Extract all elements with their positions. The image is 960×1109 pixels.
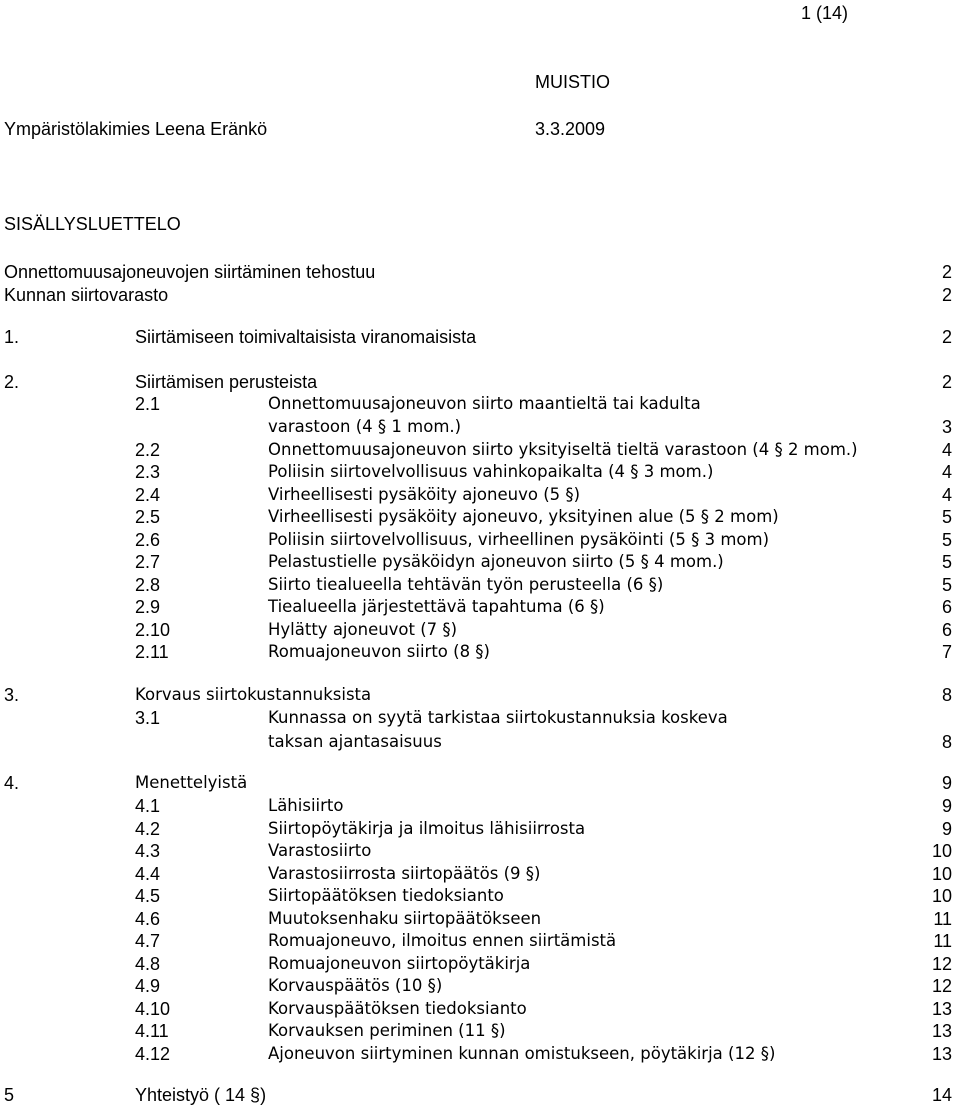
- toc-section-number: 3.: [4, 685, 20, 705]
- toc-subsection-number: 4.8: [135, 954, 161, 974]
- toc-subsection-title: Lähisiirto: [268, 796, 344, 815]
- toc-subsection-page: 4: [941, 462, 952, 482]
- toc-subsection-title-cont: varastoon (4 § 1 mom.): [268, 417, 462, 436]
- toc-subsection-number: 4.4: [135, 864, 161, 884]
- toc-subsection-number: 4.3: [135, 841, 161, 861]
- toc-subsection-page: 12: [931, 976, 952, 996]
- toc-subsection-number: 4.1: [135, 796, 161, 816]
- toc-subsection-title: Hylätty ajoneuvot (7 §): [268, 620, 458, 639]
- toc-section-number: 1.: [4, 327, 20, 347]
- toc-subsection-page: 10: [931, 886, 952, 906]
- toc-subsection-page: 10: [931, 864, 952, 884]
- toc-section-page: 8: [941, 685, 952, 705]
- toc-subsection-title: Romuajoneuvon siirtopöytäkirja: [268, 954, 531, 973]
- toc-section-title: Menettelyistä: [135, 773, 248, 792]
- toc-subsection-title: Tiealueella järjestettävä tapahtuma (6 §): [268, 597, 605, 616]
- toc-subsection-title: Siirtopäätöksen tiedoksianto: [268, 886, 504, 905]
- toc-subsection-page: 9: [941, 796, 952, 816]
- toc-subsection-page: 8: [941, 732, 952, 752]
- toc-subsection-page: 5: [941, 575, 952, 595]
- toc-subsection-title: Poliisin siirtovelvollisuus, virheellinen pysäköinti (5 § 3 mom): [268, 530, 770, 549]
- toc-subsection-title: Onnettomuusajoneuvon siirto maantieltä tai kadulta: [268, 394, 701, 413]
- toc-subsection-number: 4.11: [135, 1021, 169, 1041]
- toc-subsection-number: 2.8: [135, 575, 161, 595]
- date: 3.3.2009: [535, 119, 606, 139]
- toc-subsection-number: 4.6: [135, 909, 161, 929]
- document-type: MUISTIO: [535, 72, 610, 92]
- toc-section-page: 9: [941, 773, 952, 793]
- toc-subsection-title: Muutoksenhaku siirtopäätökseen: [268, 909, 542, 928]
- toc-subsection-page: 3: [941, 417, 952, 437]
- toc-subsection-number: 2.3: [135, 462, 161, 482]
- toc-subsection-title: Korvauspäätös (10 §): [268, 976, 443, 995]
- toc-subsection-page: 4: [941, 485, 952, 505]
- toc-subsection-number: 2.1: [135, 394, 161, 414]
- toc-subsection-number: 2.10: [135, 620, 171, 640]
- toc-subsection-title-cont: taksan ajantasaisuus: [268, 732, 442, 751]
- toc-section-page: 2: [941, 327, 952, 347]
- toc-subsection-page: 5: [941, 530, 952, 550]
- toc-section-title: Siirtämisen perusteista: [135, 372, 318, 392]
- toc-section-page: 14: [931, 1085, 952, 1105]
- toc-subsection-page: 9: [941, 819, 952, 839]
- toc-subsection-title: Varastosiirrosta siirtopäätös (9 §): [268, 864, 541, 883]
- toc-subsection-page: 11: [933, 909, 952, 929]
- toc-section-number: 2.: [4, 372, 20, 392]
- toc-subsection-number: 3.1: [135, 708, 161, 728]
- toc-title: SISÄLLYSLUETTELO: [4, 214, 181, 234]
- toc-subsection-page: 7: [941, 642, 952, 662]
- toc-subsection-number: 4.2: [135, 819, 161, 839]
- toc-subsection-title: Onnettomuusajoneuvon siirto yksityiseltä tieltä varastoon (4 § 2 mom.): [268, 440, 858, 459]
- toc-subsection-page: 5: [941, 552, 952, 572]
- author: Ympäristölakimies Leena Eränkö: [4, 119, 268, 139]
- toc-subsection-title: Pelastustielle pysäköidyn ajoneuvon siirto (5 § 4 mom.): [268, 552, 724, 571]
- toc-subsection-page: 5: [941, 507, 952, 527]
- toc-section-title: Korvaus siirtokustannuksista: [135, 685, 372, 704]
- toc-subsection-page: 6: [941, 597, 952, 617]
- toc-subsection-page: 12: [931, 954, 952, 974]
- toc-subsection-title: Poliisin siirtovelvollisuus vahinkopaikalta (4 § 3 mom.): [268, 462, 714, 481]
- toc-subsection-title: Siirto tiealueella tehtävän työn perusteella (6 §): [268, 575, 664, 594]
- toc-subsection-number: 4.5: [135, 886, 161, 906]
- toc-subsection-number: 2.7: [135, 552, 161, 572]
- toc-subsection-number: 2.5: [135, 507, 161, 527]
- toc-subsection-title: Varastosiirto: [268, 841, 372, 860]
- toc-entry-text: Kunnan siirtovarasto: [4, 285, 169, 305]
- toc-section-title: Siirtämiseen toimivaltaisista viranomaisista: [135, 327, 477, 347]
- toc-section-number: 5: [4, 1085, 15, 1105]
- toc-subsection-number: 2.9: [135, 597, 161, 617]
- toc-entry-page: 2: [941, 285, 952, 305]
- toc-subsection-number: 4.9: [135, 976, 161, 996]
- toc-entry-page: 2: [941, 262, 952, 282]
- toc-subsection-number: 4.10: [135, 999, 171, 1019]
- toc-section-page: 2: [941, 372, 952, 392]
- toc-subsection-title: Korvauksen periminen (11 §): [268, 1021, 506, 1040]
- toc-subsection-number: 4.12: [135, 1044, 171, 1064]
- toc-subsection-title: Virheellisesti pysäköity ajoneuvo, yksityinen alue (5 § 2 mom): [268, 507, 779, 526]
- toc-subsection-page: 10: [931, 841, 952, 861]
- toc-subsection-number: 2.2: [135, 440, 161, 460]
- toc-subsection-page: 4: [941, 440, 952, 460]
- toc-subsection-page: 6: [941, 620, 952, 640]
- toc-subsection-number: 2.6: [135, 530, 161, 550]
- toc-section-number: 4.: [4, 773, 20, 793]
- toc-section-title: Yhteistyö ( 14 §): [135, 1085, 267, 1105]
- toc-subsection-title: Ajoneuvon siirtyminen kunnan omistukseen, pöytäkirja (12 §): [268, 1044, 776, 1063]
- toc-subsection-title: Virheellisesti pysäköity ajoneuvo (5 §): [268, 485, 581, 504]
- toc-subsection-title: Romuajoneuvon siirto (8 §): [268, 642, 490, 661]
- toc-entry-text: Onnettomuusajoneuvojen siirtäminen tehostuu: [4, 262, 376, 282]
- toc-subsection-title: Siirtopöytäkirja ja ilmoitus lähisiirrosta: [268, 819, 586, 838]
- toc-subsection-title: Kunnassa on syytä tarkistaa siirtokustannuksia koskeva: [268, 708, 728, 727]
- toc-subsection-page: 11: [933, 931, 952, 951]
- toc-subsection-title: Romuajoneuvo, ilmoitus ennen siirtämistä: [268, 931, 617, 950]
- toc-subsection-number: 4.7: [135, 931, 161, 951]
- toc-subsection-page: 13: [931, 1021, 952, 1041]
- toc-subsection-page: 13: [931, 999, 952, 1019]
- toc-subsection-number: 2.4: [135, 485, 161, 505]
- page-number: 1 (14): [801, 3, 849, 23]
- toc-subsection-number: 2.11: [135, 642, 169, 662]
- toc-subsection-page: 13: [931, 1044, 952, 1064]
- toc-subsection-title: Korvauspäätöksen tiedoksianto: [268, 999, 527, 1018]
